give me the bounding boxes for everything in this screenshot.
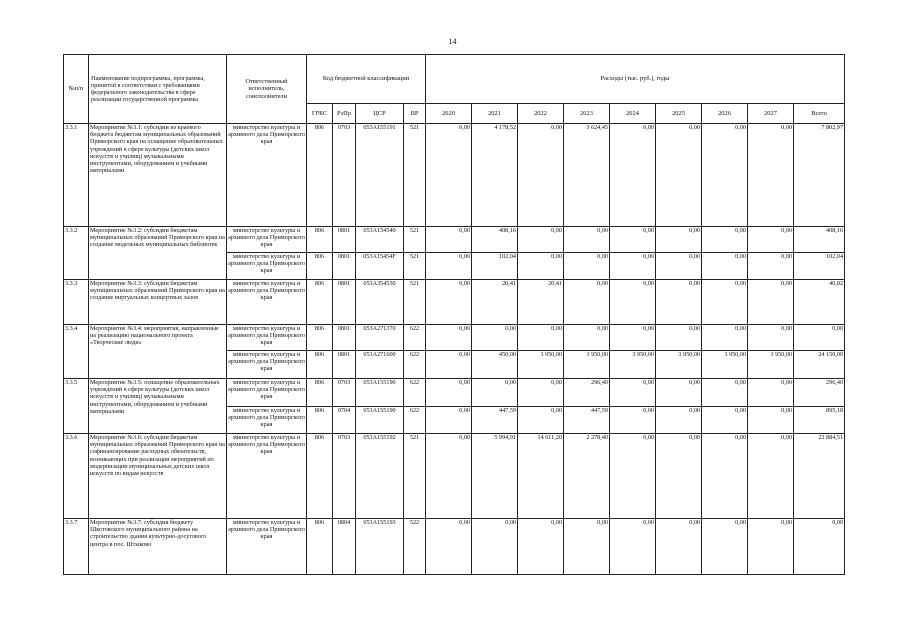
- header-rzpr: РзПр: [333, 104, 356, 124]
- code-csr: 053А155192: [356, 434, 404, 519]
- header-expenses: Расходы (тыс. руб.), годы: [426, 55, 845, 104]
- activity-name: Мероприятие №3.1: субсидии из краевого бюджета бюджетам муниципальных образований Приморского края на оснащение образовательных учреждений в сфере культуры (детских школ искусств и училищ) музыкальными инструментами, оборудованием и учебными материалами: [89, 124, 227, 227]
- value-2026: 0,00: [702, 434, 748, 519]
- code-vr: 521: [404, 253, 426, 280]
- value-2026: 0,00: [702, 379, 748, 407]
- code-rzpr: 0801: [333, 227, 356, 253]
- value-2023: 0,00: [564, 325, 610, 351]
- activity-name: Мероприятие №3.5: оснащение образовательных учреждений в сфере культуры (детских школ искусств и училищ) музыкальными инструментами, оборудованием и учебными материалами: [89, 379, 227, 434]
- page-number: 14: [448, 37, 457, 46]
- value-2025: 0,00: [656, 227, 702, 253]
- program-expenses-table: [63, 54, 845, 575]
- value-2026: 0,00: [702, 325, 748, 351]
- code-rzpr: 0801: [333, 280, 356, 325]
- value-total: 408,16: [794, 227, 845, 253]
- table-row: [64, 325, 845, 351]
- code-grbs: 806: [307, 379, 333, 407]
- value-2023: 2 278,40: [564, 434, 610, 519]
- header-total: Всего: [794, 104, 845, 124]
- code-grbs: 806: [307, 227, 333, 253]
- header-year-2027: 2027: [748, 104, 794, 124]
- row-number: 3.3.2: [64, 227, 89, 280]
- code-grbs: 806: [307, 253, 333, 280]
- row-number: 3.3.5: [64, 379, 89, 434]
- value-2022: 0,00: [518, 124, 564, 227]
- value-2021: 0,00: [472, 325, 518, 351]
- value-2023: 296,40: [564, 379, 610, 407]
- value-2025: 0,00: [656, 434, 702, 519]
- value-2026: 0,00: [702, 227, 748, 253]
- value-2027: 3 950,00: [748, 351, 794, 379]
- activity-name: Мероприятие №3.2: субсидии бюджетам муниципальных образований Приморского края на создание модельных муниципальных библиотек: [89, 227, 227, 280]
- code-vr: 522: [404, 519, 426, 575]
- value-2020: 0,00: [426, 280, 472, 325]
- code-rzpr: 0804: [333, 519, 356, 575]
- header-year-2024: 2024: [610, 104, 656, 124]
- value-2020: 0,00: [426, 379, 472, 407]
- value-2022: 0,00: [518, 519, 564, 575]
- header-responsible: Ответственный исполнитель, соисполнители: [227, 55, 307, 124]
- code-rzpr: 0801: [333, 253, 356, 280]
- header-csr: ЦСР: [356, 104, 404, 124]
- row-number: 3.3.4: [64, 325, 89, 379]
- value-2024: 0,00: [610, 325, 656, 351]
- value-2021: 408,16: [472, 227, 518, 253]
- value-2022: 0,00: [518, 407, 564, 434]
- activity-name: Мероприятие №3.6: субсидии бюджетам муниципальных образований Приморского края на софинансирование расходных обязательств, возникающих при реализации мероприятий по модернизации муниципальных детских школ искусств по видам искусств: [89, 434, 227, 519]
- code-grbs: 806: [307, 325, 333, 351]
- code-grbs: 806: [307, 407, 333, 434]
- responsible-executor: министерство культуры и архивного дела Приморского края: [227, 434, 307, 519]
- value-2022: 0,00: [518, 379, 564, 407]
- header-year-2026: 2026: [702, 104, 748, 124]
- code-grbs: 806: [307, 519, 333, 575]
- value-2025: 0,00: [656, 280, 702, 325]
- value-2020: 0,00: [426, 325, 472, 351]
- value-2022: 14 611,20: [518, 434, 564, 519]
- value-total: 24 150,00: [794, 351, 845, 379]
- table-row: [64, 227, 845, 253]
- code-vr: 622: [404, 407, 426, 434]
- value-2026: 0,00: [702, 253, 748, 280]
- value-total: 296,40: [794, 379, 845, 407]
- header-grbs: ГРБС: [307, 104, 333, 124]
- value-total: 0,00: [794, 325, 845, 351]
- value-2027: 0,00: [748, 253, 794, 280]
- code-rzpr: 0703: [333, 434, 356, 519]
- code-vr: 521: [404, 280, 426, 325]
- value-2024: 0,00: [610, 124, 656, 227]
- code-grbs: 806: [307, 280, 333, 325]
- code-csr: 053А155191: [356, 124, 404, 227]
- value-2023: 0,00: [564, 253, 610, 280]
- code-grbs: 806: [307, 351, 333, 379]
- value-2021: 5 994,91: [472, 434, 518, 519]
- code-vr: 622: [404, 325, 426, 351]
- code-csr: 053А154540: [356, 227, 404, 253]
- value-2024: 0,00: [610, 434, 656, 519]
- code-vr: 521: [404, 124, 426, 227]
- row-number: 3.3.7: [64, 519, 89, 575]
- value-2022: 0,00: [518, 253, 564, 280]
- table-row: [64, 280, 845, 325]
- value-2021: 447,59: [472, 407, 518, 434]
- responsible-executor: министерство культуры и архивного дела Приморского края: [227, 253, 307, 280]
- code-rzpr: 0801: [333, 351, 356, 379]
- value-2022: 20,41: [518, 280, 564, 325]
- row-number: 3.3.3: [64, 280, 89, 325]
- value-2023: 0,00: [564, 280, 610, 325]
- code-vr: 622: [404, 379, 426, 407]
- value-2027: 0,00: [748, 280, 794, 325]
- responsible-executor: министерство культуры и архивного дела Приморского края: [227, 280, 307, 325]
- value-2020: 0,00: [426, 434, 472, 519]
- header-vr: ВР: [404, 104, 426, 124]
- header-year-2025: 2025: [656, 104, 702, 124]
- responsible-executor: министерство культуры и архивного дела Приморского края: [227, 379, 307, 407]
- value-total: 40,82: [794, 280, 845, 325]
- code-csr: 053А271370: [356, 325, 404, 351]
- activity-name: Мероприятие №3.4: мероприятия, направленные на реализацию национального проекта «Творческие люди»: [89, 325, 227, 379]
- responsible-executor: министерство культуры и архивного дела Приморского края: [227, 124, 307, 227]
- value-2024: 0,00: [610, 407, 656, 434]
- value-2022: 0,00: [518, 227, 564, 253]
- value-2024: 0,00: [610, 227, 656, 253]
- value-2027: 0,00: [748, 325, 794, 351]
- value-2027: 0,00: [748, 519, 794, 575]
- table-row: [64, 519, 845, 575]
- code-rzpr: 0704: [333, 407, 356, 434]
- responsible-executor: министерство культуры и архивного дела Приморского края: [227, 325, 307, 351]
- header-year-2021: 2021: [472, 104, 518, 124]
- header-year-2023: 2023: [564, 104, 610, 124]
- code-csr: 053А155193: [356, 519, 404, 575]
- value-2021: 0,00: [472, 379, 518, 407]
- value-total: 7 802,97: [794, 124, 845, 227]
- value-2026: 0,00: [702, 124, 748, 227]
- value-2022: 3 950,00: [518, 351, 564, 379]
- value-2025: 0,00: [656, 325, 702, 351]
- value-2025: 0,00: [656, 253, 702, 280]
- value-2024: 0,00: [610, 379, 656, 407]
- value-2026: 0,00: [702, 519, 748, 575]
- value-total: 102,04: [794, 253, 845, 280]
- code-vr: 521: [404, 227, 426, 253]
- value-2027: 0,00: [748, 379, 794, 407]
- value-total: 22 884,51: [794, 434, 845, 519]
- row-number: 3.3.6: [64, 434, 89, 519]
- value-2025: 0,00: [656, 519, 702, 575]
- responsible-executor: министерство культуры и архивного дела Приморского края: [227, 351, 307, 379]
- activity-name: Мероприятие №3.3: субсидии бюджетам муниципальных образований Приморского края на создание виртуальных концертных залов: [89, 280, 227, 325]
- value-2021: 102,04: [472, 253, 518, 280]
- value-2024: 0,00: [610, 253, 656, 280]
- value-2023: 0,00: [564, 227, 610, 253]
- value-2025: 0,00: [656, 407, 702, 434]
- value-2023: 3 624,45: [564, 124, 610, 227]
- value-2027: 0,00: [748, 124, 794, 227]
- value-2024: 0,00: [610, 519, 656, 575]
- value-2020: 0,00: [426, 253, 472, 280]
- activity-name: Мероприятие №3.7: субсидия бюджету Шкотовского муниципального района на строительство здания культурно-досугового центра в пос. Штыково: [89, 519, 227, 575]
- value-2025: 0,00: [656, 124, 702, 227]
- table-row: [64, 434, 845, 519]
- value-2021: 450,00: [472, 351, 518, 379]
- header-year-2022: 2022: [518, 104, 564, 124]
- code-csr: 053А354530: [356, 280, 404, 325]
- value-2026: 3 950,00: [702, 351, 748, 379]
- code-csr: 053А271600: [356, 351, 404, 379]
- header-year-2020: 2020: [426, 104, 472, 124]
- table-row: [64, 124, 845, 227]
- value-total: 895,18: [794, 407, 845, 434]
- code-vr: 521: [404, 434, 426, 519]
- value-2024: 0,00: [610, 280, 656, 325]
- code-csr: 053А15454F: [356, 253, 404, 280]
- table-body: [64, 124, 845, 575]
- header-name: Наименование подпрограммы, программы, принятой в соответствии с требованиями федерального законодательства в сфере реализации государственной программы: [89, 55, 227, 124]
- header-budget-code: Код бюджетной классификации: [307, 55, 426, 104]
- header-number: №п/п: [64, 55, 89, 124]
- responsible-executor: министерство культуры и архивного дела Приморского края: [227, 519, 307, 575]
- code-grbs: 806: [307, 434, 333, 519]
- value-2020: 0,00: [426, 124, 472, 227]
- value-2020: 0,00: [426, 351, 472, 379]
- value-2020: 0,00: [426, 227, 472, 253]
- value-2023: 0,00: [564, 519, 610, 575]
- value-2020: 0,00: [426, 407, 472, 434]
- value-total: 0,00: [794, 519, 845, 575]
- code-rzpr: 0801: [333, 325, 356, 351]
- value-2021: 4 178,52: [472, 124, 518, 227]
- value-2025: 0,00: [656, 379, 702, 407]
- code-rzpr: 0703: [333, 379, 356, 407]
- row-number: 3.3.1: [64, 124, 89, 227]
- code-vr: 622: [404, 351, 426, 379]
- value-2021: 20,41: [472, 280, 518, 325]
- code-rzpr: 0703: [333, 124, 356, 227]
- code-csr: 053А155190: [356, 379, 404, 407]
- value-2027: 0,00: [748, 434, 794, 519]
- value-2020: 0,00: [426, 519, 472, 575]
- value-2024: 3 950,00: [610, 351, 656, 379]
- code-csr: 053А155190: [356, 407, 404, 434]
- table-row: [64, 379, 845, 407]
- value-2023: 3 950,00: [564, 351, 610, 379]
- value-2027: 0,00: [748, 227, 794, 253]
- responsible-executor: министерство культуры и архивного дела Приморского края: [227, 227, 307, 253]
- value-2021: 0,00: [472, 519, 518, 575]
- value-2026: 0,00: [702, 280, 748, 325]
- responsible-executor: министерство культуры и архивного дела Приморского края: [227, 407, 307, 434]
- value-2027: 0,00: [748, 407, 794, 434]
- value-2025: 3 950,00: [656, 351, 702, 379]
- code-grbs: 806: [307, 124, 333, 227]
- value-2026: 0,00: [702, 407, 748, 434]
- value-2022: 0,00: [518, 325, 564, 351]
- value-2023: 447,59: [564, 407, 610, 434]
